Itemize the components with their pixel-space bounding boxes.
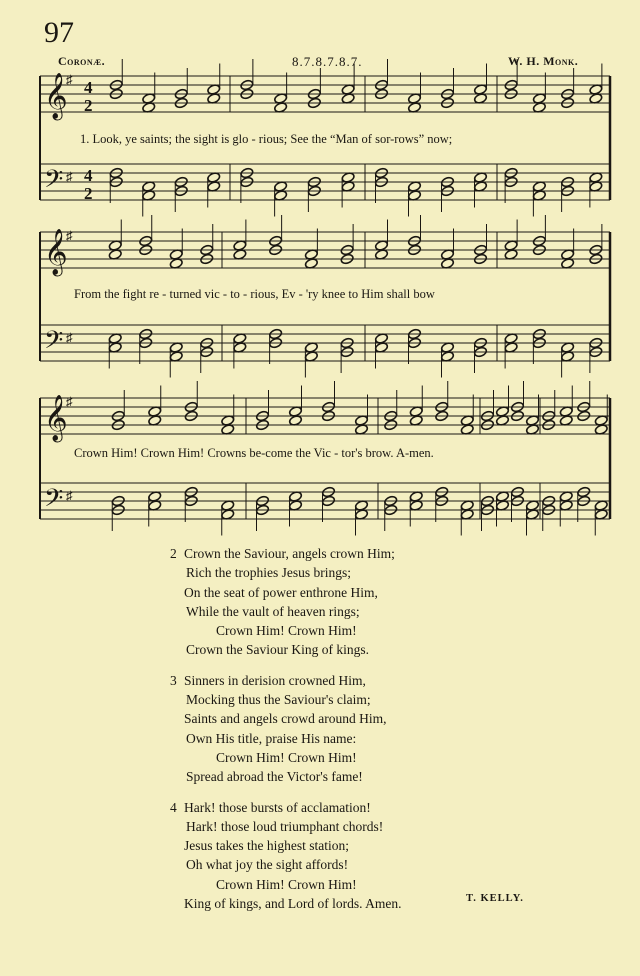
time-signature-top: 4 [84,166,93,185]
stanza-4 [170,798,401,914]
verse-line: Saints and angels crowd around Him, [184,711,387,727]
author: T. KELLY. [466,893,524,904]
time-signature-bottom: 2 [84,184,93,203]
lyric-line-1: 1. Look, ye saints; the sight is glo - rious; See the “Man of sor-rows” now; [80,132,453,146]
treble-clef: 𝄞 [44,229,68,275]
composer: W. H. Monk. [508,54,579,68]
key-sharp: ♯ [66,228,73,243]
verse-line: Crown the Saviour, angels crown Him; [184,546,395,561]
verse-line: Sinners in derision crowned Him, [184,672,366,688]
verse-line: Rich the trophies Jesus brings; [186,565,351,581]
verse-line: Crown Him! Crown Him! [216,623,357,639]
verse-line: Own His title, praise His name: [186,730,357,746]
verse-line: Spread abroad the Victor's fame! [186,769,363,785]
verse-line: Crown the Saviour King of kings. [186,642,369,658]
lyric-line-3: Crown Him! Crown Him! Crowns be-come the Vic - tor's brow. A-men. [74,446,434,460]
tune-name: Coronæ. [58,54,106,68]
verse-line: King of kings, and Lord of lords. Amen. [184,896,402,912]
verse-line: Hark! those bursts of acclamation! [184,799,371,815]
stanza-3 [170,671,401,787]
meter: 8.7.8.7.8.7. [292,54,363,69]
key-sharp: ♯ [66,394,73,409]
verse-number: 4 [170,799,177,815]
verse-line: Crown Him! Crown Him! [216,876,357,892]
verses [170,544,401,924]
treble-clef: 𝄞 [44,73,68,119]
lyric-line-2: From the fight re - turned vic - to - rious, Ev - 'ry knee to Him shall bow [74,287,435,301]
key-sharp: ♯ [66,72,73,87]
verse-number: 3 [170,672,177,688]
verse-line: On the seat of power enthrone Him, [184,584,378,600]
treble-clef: 𝄞 [44,395,68,441]
time-signature-top: 4 [84,78,93,97]
hymn-number: 97 [44,16,74,49]
verse-line: Hark! those loud triumphant chords! [186,818,384,834]
key-sharp: ♯ [66,488,73,503]
verse-line: Jesus takes the highest station; [184,838,349,854]
bass-clef: 𝄢 [44,165,64,200]
verse-number: 2 [170,546,177,561]
stanza-2 [170,544,401,660]
bass-clef: 𝄢 [44,484,64,519]
verse-line: While the vault of heaven rings; [186,603,360,619]
verse-line: Mocking thus the Saviour's claim; [186,692,371,708]
bass-clef: 𝄢 [44,326,64,361]
key-sharp: ♯ [66,330,73,345]
time-signature-bottom: 2 [84,96,93,115]
key-sharp: ♯ [66,169,73,184]
verse-line: Crown Him! Crown Him! [216,749,357,765]
verse-line: Oh what joy the sight affords! [186,857,349,873]
